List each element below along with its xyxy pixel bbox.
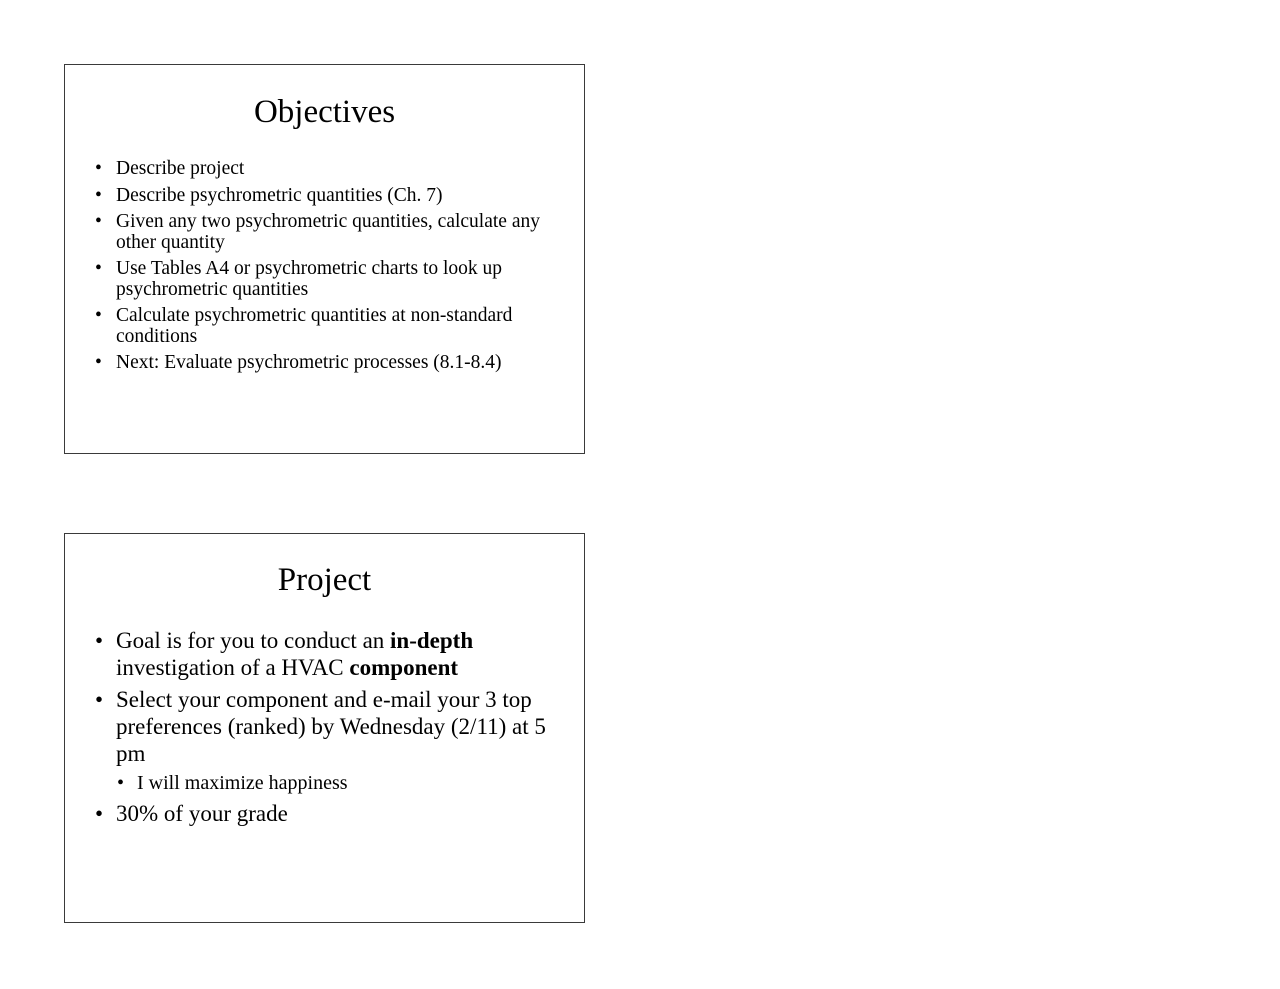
bullet-item: • Calculate psychrometric quantities at non-standard conditions bbox=[95, 305, 513, 347]
bullet-item: • Select your component and e-mail your 3 top preferences (ranked) by Wednesday (2/11) at 5 pm bbox=[95, 687, 546, 766]
bullet-item: • Next: Evaluate psychrometric processes (8.1-8.4) bbox=[95, 352, 502, 373]
bullet-list bbox=[95, 627, 554, 832]
bullet-icon: • bbox=[95, 687, 104, 712]
bullet-icon: • bbox=[117, 772, 125, 794]
slide-title: Project bbox=[277, 562, 372, 598]
bullet-item: • Describe psychrometric quantities (Ch. 7) bbox=[95, 184, 443, 206]
bullet-icon: • bbox=[95, 801, 104, 826]
bullet-item: • Describe project bbox=[95, 158, 245, 179]
sub-bullet-item: • I will maximize happiness bbox=[117, 772, 348, 794]
bullet-icon: • bbox=[95, 628, 104, 653]
bullet-icon: • bbox=[95, 211, 102, 232]
bullet-item: • Goal is for you to conduct an in-depth investigation of a HVAC component bbox=[95, 628, 474, 680]
emphasis-text: component bbox=[349, 655, 459, 680]
bullet-list bbox=[95, 159, 554, 380]
slide-objectives bbox=[64, 64, 585, 454]
bullet-icon: • bbox=[95, 258, 102, 279]
bullet-icon: • bbox=[95, 184, 102, 206]
slide-title: Objectives bbox=[253, 94, 396, 130]
bullet-item: • Use Tables A4 or psychrometric charts to look up psychrometric quantities bbox=[95, 258, 503, 300]
bullet-item: • Given any two psychrometric quantities, calculate any other quantity bbox=[95, 211, 540, 253]
bullet-icon: • bbox=[95, 305, 102, 326]
bullet-item: • 30% of your grade bbox=[95, 801, 288, 826]
slide-project bbox=[64, 533, 585, 923]
bullet-icon: • bbox=[95, 352, 102, 373]
emphasis-text: in-depth bbox=[390, 628, 474, 653]
bullet-icon: • bbox=[95, 158, 102, 179]
